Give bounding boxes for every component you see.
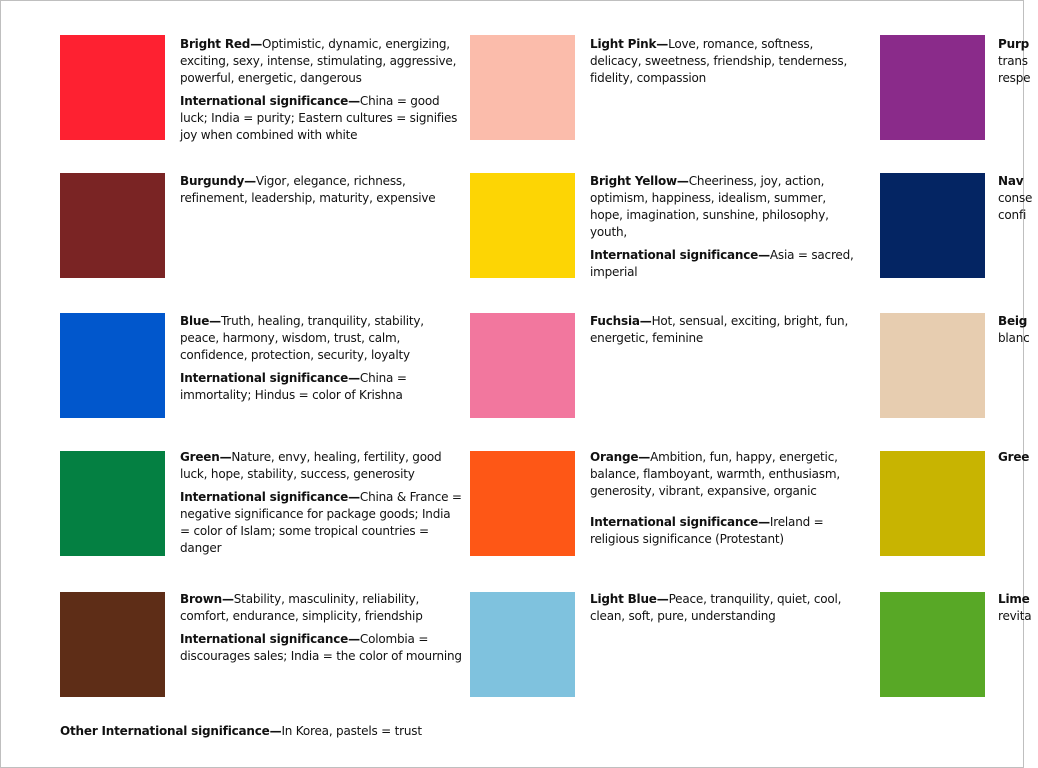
- swatch-green: [60, 451, 165, 556]
- swatch-bright-yellow: [470, 173, 575, 278]
- dash: —: [639, 314, 652, 328]
- swatch-navy: [880, 173, 985, 278]
- intl-text: Asia = sacred, imperial: [590, 248, 854, 279]
- color-meaning: Love, romance, softness, delicacy, sweetness, friendship, tenderness, fidelity, compassion: [590, 37, 848, 85]
- entry-description: [590, 591, 860, 625]
- swatch-lime: [880, 592, 985, 697]
- intl-text: China & France = negative significance for package goods; India = color of Islam; some tropical countries = danger: [180, 490, 462, 555]
- entry-description: [180, 313, 462, 364]
- swatch-light-blue: [470, 592, 575, 697]
- intl-label: International significance: [590, 515, 759, 529]
- footer-text: In Korea, pastels = trust: [281, 724, 422, 738]
- swatch-brown: [60, 592, 165, 697]
- intl-text: Colombia = discourages sales; India = the color of mourning: [180, 632, 462, 663]
- entry-international: [180, 489, 462, 557]
- color-name: Brown: [180, 592, 222, 606]
- color-name: Beig: [998, 314, 1028, 328]
- swatch-bright-red: [60, 35, 165, 140]
- intl-label: International significance: [180, 371, 349, 385]
- entry-description: [590, 313, 860, 347]
- intl-label: International significance: [180, 632, 349, 646]
- color-name: Light Pink: [590, 37, 657, 51]
- clipped-line: revita: [998, 609, 1032, 623]
- color-name: Fuchsia: [590, 314, 640, 328]
- entry-bright-yellow: [590, 173, 860, 287]
- dash: —: [244, 174, 256, 188]
- color-name: Orange: [590, 450, 639, 464]
- intl-label: International significance: [590, 248, 759, 262]
- color-meaning: Hot, sensual, exciting, bright, fun, energetic, feminine: [590, 314, 849, 345]
- color-meaning: Cheeriness, joy, action, optimism, happiness, idealism, summer, hope, imagination, sunshine, philosophy, youth,: [590, 174, 829, 239]
- swatch-blue: [60, 313, 165, 418]
- entry-description: [590, 449, 860, 500]
- color-meaning: Vigor, elegance, richness, refinement, leadership, maturity, expensive: [180, 174, 436, 205]
- entry-lime-clipped: [998, 591, 1038, 625]
- intl-text: Ireland = religious significance (Protestant): [590, 515, 824, 546]
- entry-description: [180, 173, 462, 207]
- entry-description: [180, 36, 462, 87]
- entry-international: [590, 514, 860, 548]
- color-name: Nav: [998, 174, 1024, 188]
- color-meaning: Ambition, fun, happy, energetic, balance, flamboyant, warmth, enthusiasm, generosity, vibrant, expansive, organic: [590, 450, 840, 498]
- entry-brown: [180, 591, 462, 671]
- dash: —: [250, 37, 263, 51]
- dash: —: [758, 515, 770, 529]
- intl-text: China = good luck; India = purity; Eastern cultures = signifies joy when combined with white: [180, 94, 458, 142]
- swatch-beige: [880, 313, 985, 418]
- entry-light-blue: [590, 591, 860, 631]
- entry-navy-clipped: [998, 173, 1038, 224]
- dash: —: [269, 724, 282, 738]
- entry-green: [180, 449, 462, 563]
- dash: —: [758, 248, 770, 262]
- dash: —: [221, 592, 234, 606]
- swatch-green-gold: [880, 451, 985, 556]
- color-name: Light Blue: [590, 592, 657, 606]
- color-name: Bright Red: [180, 37, 251, 51]
- dash: —: [656, 592, 669, 606]
- entry-purple-clipped: [998, 36, 1038, 87]
- entry-green-gold-clipped: [998, 449, 1038, 466]
- dash: —: [219, 450, 232, 464]
- color-name: Bright Yellow: [590, 174, 677, 188]
- clipped-line: conse: [998, 191, 1033, 205]
- intl-label: International significance: [180, 490, 349, 504]
- color-meaning: Nature, envy, healing, fertility, good luck, hope, stability, success, generosity: [180, 450, 442, 481]
- swatch-light-pink: [470, 35, 575, 140]
- entry-bright-red: [180, 36, 462, 150]
- dash: —: [348, 632, 360, 646]
- entry-blue: [180, 313, 462, 410]
- clipped-line: blanc: [998, 331, 1030, 345]
- intl-text: China = immortality; Hindus = color of Krishna: [180, 371, 407, 402]
- dash: —: [676, 174, 689, 188]
- swatch-fuchsia: [470, 313, 575, 418]
- entry-international: [590, 247, 860, 281]
- swatch-burgundy: [60, 173, 165, 278]
- entry-beige-clipped: [998, 313, 1038, 347]
- dash: —: [348, 94, 360, 108]
- entry-orange: [590, 449, 860, 554]
- entry-light-pink: [590, 36, 860, 93]
- dash: —: [209, 314, 221, 328]
- dash: —: [348, 490, 360, 504]
- color-name: Blue: [180, 314, 210, 328]
- dash: —: [656, 37, 669, 51]
- color-meaning: Stability, masculinity, reliability, comfort, endurance, simplicity, friendship: [180, 592, 423, 623]
- entry-description: [590, 173, 860, 241]
- entry-description: [180, 591, 462, 625]
- clipped-line: trans: [998, 54, 1028, 68]
- swatch-orange: [470, 451, 575, 556]
- color-name: Green: [180, 450, 220, 464]
- footer-note: [60, 723, 422, 740]
- color-name: Gree: [998, 450, 1030, 464]
- entry-international: [180, 93, 462, 144]
- dash: —: [638, 450, 651, 464]
- color-name: Lime: [998, 592, 1030, 606]
- entry-fuchsia: [590, 313, 860, 353]
- clipped-line: confi: [998, 208, 1027, 222]
- entry-burgundy: [180, 173, 462, 213]
- entry-international: [180, 631, 462, 665]
- entry-description: [590, 36, 860, 87]
- clipped-line: respe: [998, 71, 1031, 85]
- entry-description: [180, 449, 462, 483]
- dash: —: [348, 371, 360, 385]
- color-name: Purp: [998, 37, 1030, 51]
- color-meaning: Peace, tranquility, quiet, cool, clean, soft, pure, understanding: [590, 592, 842, 623]
- entry-international: [180, 370, 462, 404]
- color-name: Burgundy: [180, 174, 245, 188]
- color-meaning: Truth, healing, tranquility, stability, peace, harmony, wisdom, trust, calm, confidence, protection, security, loyalty: [180, 314, 424, 362]
- color-meaning: Optimistic, dynamic, energizing, exciting, sexy, intense, stimulating, aggressive, powerful, energetic, dangerous: [180, 37, 457, 85]
- intl-label: International significance: [180, 94, 349, 108]
- swatch-purple: [880, 35, 985, 140]
- footer-label: Other International significance: [60, 724, 270, 738]
